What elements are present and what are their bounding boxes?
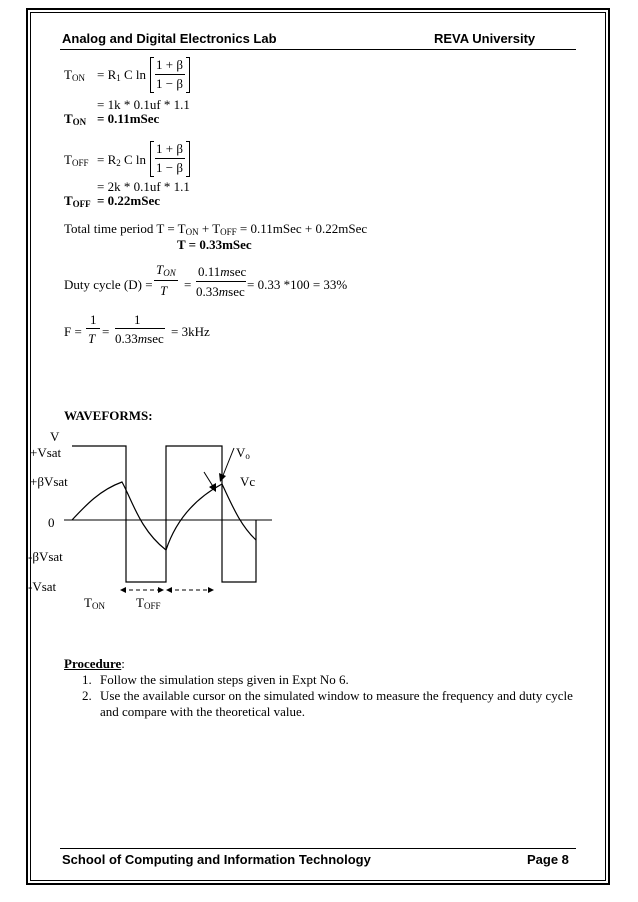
- duty-eq: =: [184, 277, 192, 292]
- period-equation: Total time period $T = T_{ON} + T_{OFF}$ = 0.11mSec + 0.22mSec: [64, 221, 368, 237]
- ton-label: $T_{ON}$: [64, 67, 85, 83]
- footer-rule: [60, 848, 576, 849]
- toff-arrow-right: [208, 587, 214, 593]
- procedure-step-1-num: 1.: [82, 672, 92, 687]
- footer-page-number: Page 8: [527, 852, 569, 867]
- toff-formula: = $R_2$ C ln: [97, 152, 147, 168]
- duty-f2-num: 0.11msec: [198, 264, 247, 279]
- label-toff: $T_{OFF}$: [136, 595, 161, 611]
- toff-arrow-left: [166, 587, 172, 593]
- label-plus-vsat: +Vsat: [30, 445, 62, 460]
- ton-substitution: = 1k * 0.1uf * 1.1: [97, 97, 190, 112]
- duty-f2-den: 0.33msec: [196, 284, 245, 299]
- procedure-step-2-text: Use the available cursor on the simulated window to measure the frequency and duty cycle: [100, 688, 573, 703]
- ton-frac-num: 1 + β: [156, 57, 183, 72]
- toff-label: $T_{OFF}$: [64, 152, 89, 168]
- freq-f1-num: 1: [90, 312, 97, 327]
- ton-result-label: $T_{ON}$: [64, 111, 87, 127]
- label-minus-vsat: -Vsat: [28, 579, 57, 594]
- header-lab-title: Analog and Digital Electronics Lab: [62, 31, 277, 46]
- header-university: REVA University: [434, 31, 536, 46]
- procedure-title: Procedure:: [64, 656, 125, 671]
- toff-result-value: = 0.22mSec: [97, 193, 161, 208]
- toff-result-label: $T_{OFF}$: [64, 193, 91, 209]
- footer-school: School of Computing and Information Technology: [62, 852, 371, 867]
- toff-substitution: = 2k * 0.1uf * 1.1: [97, 179, 190, 194]
- period-result: T = 0.33mSec: [177, 237, 252, 252]
- ton-result-value: = 0.11mSec: [97, 111, 160, 126]
- toff-frac-den: 1 − β: [156, 160, 183, 175]
- procedure-step-1-text: Follow the simulation steps given in Expt No 6.: [100, 672, 349, 687]
- label-zero: 0: [48, 515, 55, 530]
- freq-f2-num: 1: [134, 312, 141, 327]
- label-plus-beta-vsat: +βVsat: [30, 474, 68, 489]
- y-axis-label: V: [50, 429, 60, 444]
- freq-f1-den: T: [88, 331, 96, 346]
- ton-formula: = $R_1$ C ln: [97, 67, 147, 83]
- freq-eq: =: [102, 324, 110, 339]
- freq-f2-den: 0.33msec: [115, 331, 164, 346]
- toff-frac-num: 1 + β: [156, 141, 183, 156]
- freq-result: = 3kHz: [171, 324, 210, 339]
- ton-frac-den: 1 − β: [156, 76, 183, 91]
- ton-arrow-left: [120, 587, 126, 593]
- procedure-step-2-continued: and compare with the theoretical value.: [100, 704, 306, 719]
- freq-label: F =: [64, 324, 82, 339]
- waveforms-title: WAVEFORMS:: [64, 408, 153, 423]
- duty-f1-num: $T_{ON}$: [156, 262, 176, 278]
- duty-label: Duty cycle (D) =: [64, 277, 153, 292]
- label-minus-beta-vsat: -βVsat: [28, 549, 63, 564]
- ton-arrow-right: [158, 587, 164, 593]
- vo-square-wave: [72, 446, 256, 582]
- duty-f1-den: T: [160, 283, 168, 298]
- label-ton: $T_{ON}$: [84, 595, 105, 611]
- label-vo: $V_o$: [236, 445, 250, 461]
- vo-pointer-arrow: [222, 448, 234, 478]
- vc-capacitor-wave: [72, 482, 256, 550]
- label-vc: Vc: [240, 474, 256, 489]
- procedure-step-2-num: 2.: [82, 688, 92, 703]
- duty-result: = 0.33 *100 = 33%: [247, 277, 348, 292]
